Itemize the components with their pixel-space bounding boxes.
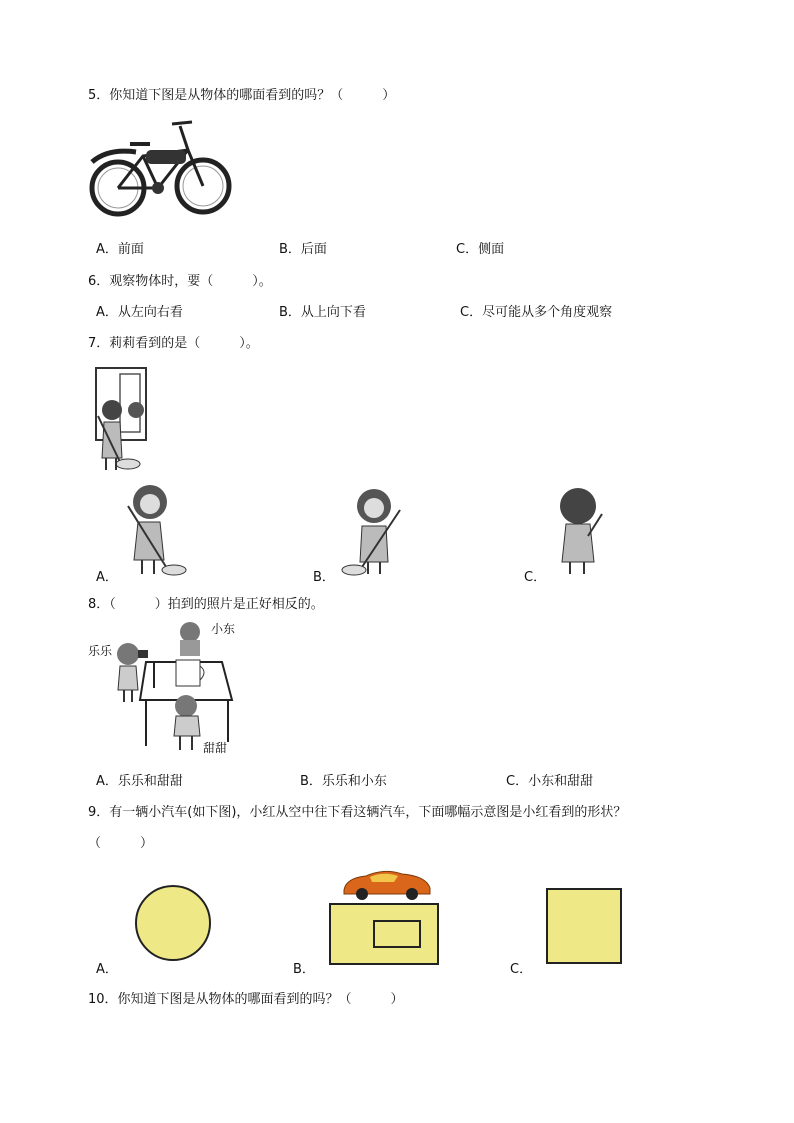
q6-option-a: A．从左向右看: [96, 305, 183, 320]
q6-option-b: B．从上向下看: [279, 305, 366, 320]
q9-rectangle-shape: [329, 903, 439, 967]
q8-option-c: C．小东和甜甜: [506, 774, 594, 789]
q7-option-b: B．: [313, 570, 335, 585]
label-lele: 乐乐: [88, 644, 113, 658]
q9-option-c: C．: [510, 962, 533, 977]
q9-option-a: A．: [96, 962, 118, 977]
question-7-text: 7．莉莉看到的是（ ）。: [88, 336, 259, 351]
q6-option-c: C．尽可能从多个角度观察: [460, 305, 613, 320]
q5-option-b: B．后面: [279, 242, 327, 257]
q8-option-b: B．乐乐和小东: [300, 774, 387, 789]
question-10-text: 10．你知道下图是从物体的哪面看到的吗？（ ）: [88, 992, 404, 1007]
question-8-text: 8．（ ）拍到的照片是正好相反的。: [88, 597, 324, 612]
q7-option-a: A．: [96, 570, 118, 585]
q5-option-c: C．侧面: [456, 242, 505, 257]
q7-option-c: C．: [524, 570, 547, 585]
question-9-paren: （ ）: [88, 836, 154, 851]
girl-at-door-image: [92, 366, 148, 472]
bicycle-image: [88, 118, 236, 222]
q5-option-a: A．前面: [96, 242, 144, 257]
q7-option-b-image: [342, 486, 406, 578]
q8-option-a: A．乐乐和甜甜: [96, 774, 183, 789]
q9-square-shape: [546, 888, 624, 966]
q7-option-a-image: [124, 482, 188, 578]
question-5-text: 5．你知道下图是从物体的哪面看到的吗？（ ）: [88, 88, 396, 103]
question-9-text: 9．有一辆小汽车(如下图)，小红从空中往下看这辆汽车，下面哪幅示意图是小红看到的形状？: [88, 805, 627, 820]
label-xiaodong: 小东: [211, 622, 236, 636]
label-tiantian: 甜甜: [203, 741, 228, 755]
question-6-text: 6．观察物体时，要（ ）。: [88, 274, 272, 289]
car-image: [336, 866, 436, 900]
q9-circle-shape: [122, 873, 228, 971]
q7-option-c-image: [552, 486, 608, 578]
q9-option-b: B．: [293, 962, 315, 977]
table-scene-image: [110, 618, 238, 758]
